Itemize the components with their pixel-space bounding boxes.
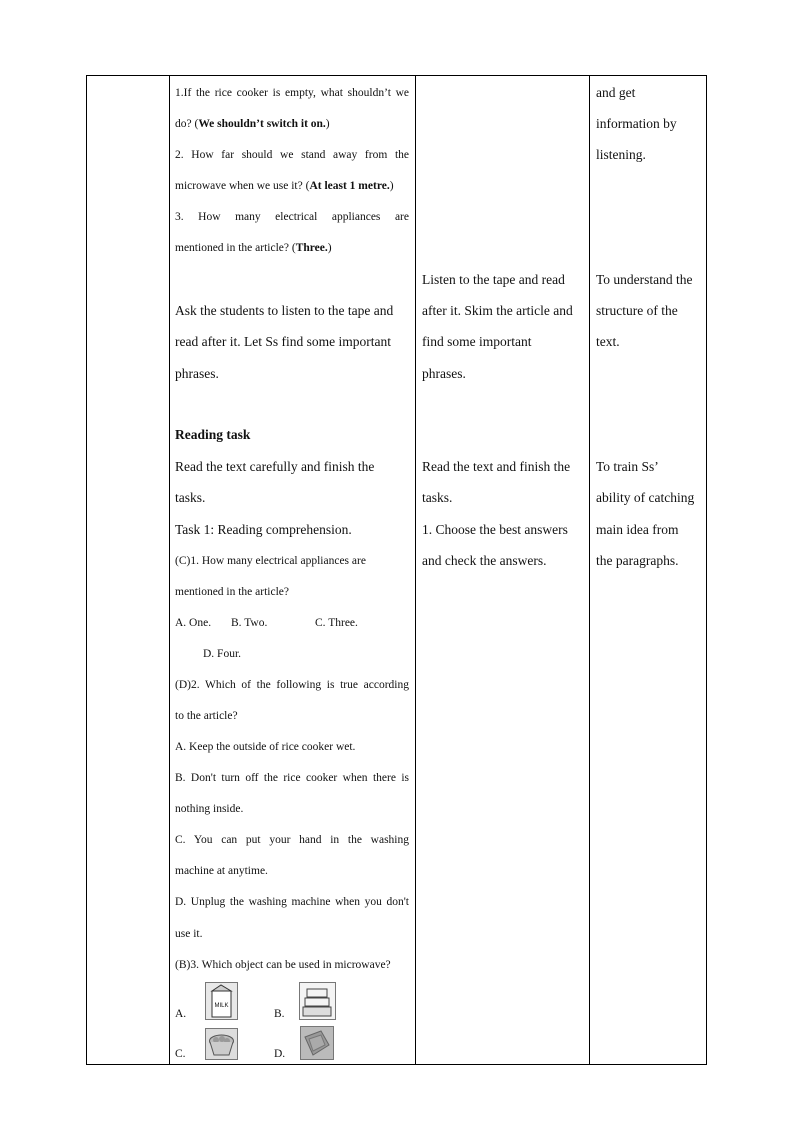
option-c: C. Three. — [315, 617, 358, 629]
reading-task-heading: Reading task — [175, 427, 251, 442]
teacher-activity-cell — [169, 76, 415, 1064]
listen-line: Ask the students to listen to the tape and — [175, 303, 394, 318]
question-1-answer: We shouldn’t switch it on. — [198, 118, 326, 130]
student-read-line: 1. Choose the best answers — [422, 522, 568, 537]
purpose-line: To understand the — [596, 272, 693, 287]
student-listen-line: Listen to the tape and read — [422, 272, 565, 287]
purpose-line: information by — [596, 116, 677, 131]
foil-image — [300, 1026, 334, 1060]
option-a: A. One. — [175, 617, 212, 629]
question-1-line1: 1.If the rice cooker is empty, what shouldn’t we — [175, 87, 409, 99]
rc-question-3: (B)3. Which object can be used in microwave? — [175, 959, 391, 971]
purpose-line: To train Ss’ — [596, 459, 659, 474]
student-read-line: tasks. — [422, 490, 453, 505]
rc-q2-option-c: machine at anytime. — [175, 865, 268, 877]
container-image — [299, 982, 336, 1020]
basket-image — [205, 1028, 238, 1060]
question-2-line2: microwave when we use it? (At least 1 metre.) — [175, 180, 394, 192]
reading-line: tasks. — [175, 490, 206, 505]
rc-q2-option-d: use it. — [175, 928, 203, 940]
rc-q2-option-d: D. Unplug the washing machine when you don't — [175, 896, 409, 908]
purpose-line: structure of the — [596, 303, 678, 318]
student-read-line: Read the text and finish the — [422, 459, 571, 474]
question-3-line2: mentioned in the article? (Three.) — [175, 242, 332, 254]
option-d: D. Four. — [203, 648, 242, 660]
purpose-line: main idea from — [596, 522, 679, 537]
question-2-line1: 2. How far should we stand away from the — [175, 149, 409, 161]
listen-line: read after it. Let Ss find some important — [175, 334, 391, 349]
student-read-line: and check the answers. — [422, 553, 547, 568]
lesson-plan-table — [86, 75, 707, 1065]
rc-q2-option-b: B. Don't turn off the rice cooker when there is — [175, 772, 409, 784]
rc-question-2: to the article? — [175, 710, 238, 722]
image-option-c-label: C. — [175, 1048, 186, 1060]
student-activity-cell — [416, 76, 589, 1064]
rc-question-1: (C)1. How many electrical appliances are — [175, 555, 366, 567]
question-1-line2: do? (We shouldn’t switch it on.) — [175, 118, 330, 130]
student-listen-line: phrases. — [422, 366, 466, 381]
purpose-line: and get — [596, 85, 636, 100]
reading-line: Read the text carefully and finish the — [175, 459, 375, 474]
rc-q2-option-b: nothing inside. — [175, 803, 244, 815]
purpose-line: ability of catching — [596, 490, 695, 505]
student-listen-line: find some important — [422, 334, 532, 349]
question-3-answer: Three. — [295, 242, 328, 254]
image-option-d-label: D. — [274, 1048, 286, 1060]
purpose-line: the paragraphs. — [596, 553, 679, 568]
purpose-cell — [590, 76, 708, 1064]
milk-carton-image — [205, 982, 238, 1020]
student-listen-line: after it. Skim the article and — [422, 303, 573, 318]
rc-q2-option-c: C. You can put your hand in the washing — [175, 834, 409, 846]
rc-question-2: (D)2. Which of the following is true according — [175, 679, 409, 691]
rc-question-1: mentioned in the article? — [175, 586, 289, 598]
question-2-answer: At least 1 metre. — [309, 180, 390, 192]
image-option-a-label: A. — [175, 1008, 187, 1020]
question-3-line1: 3. How many electrical appliances are — [175, 211, 409, 223]
milk-label: MILK — [214, 1003, 229, 1009]
purpose-line: text. — [596, 334, 620, 349]
purpose-line: listening. — [596, 147, 646, 162]
listen-line: phrases. — [175, 366, 219, 381]
rc-q2-option-a: A. Keep the outside of rice cooker wet. — [175, 741, 356, 753]
image-option-b-label: B. — [274, 1008, 285, 1020]
task-1-title: Task 1: Reading comprehension. — [175, 522, 352, 537]
option-b: B. Two. — [231, 617, 268, 629]
